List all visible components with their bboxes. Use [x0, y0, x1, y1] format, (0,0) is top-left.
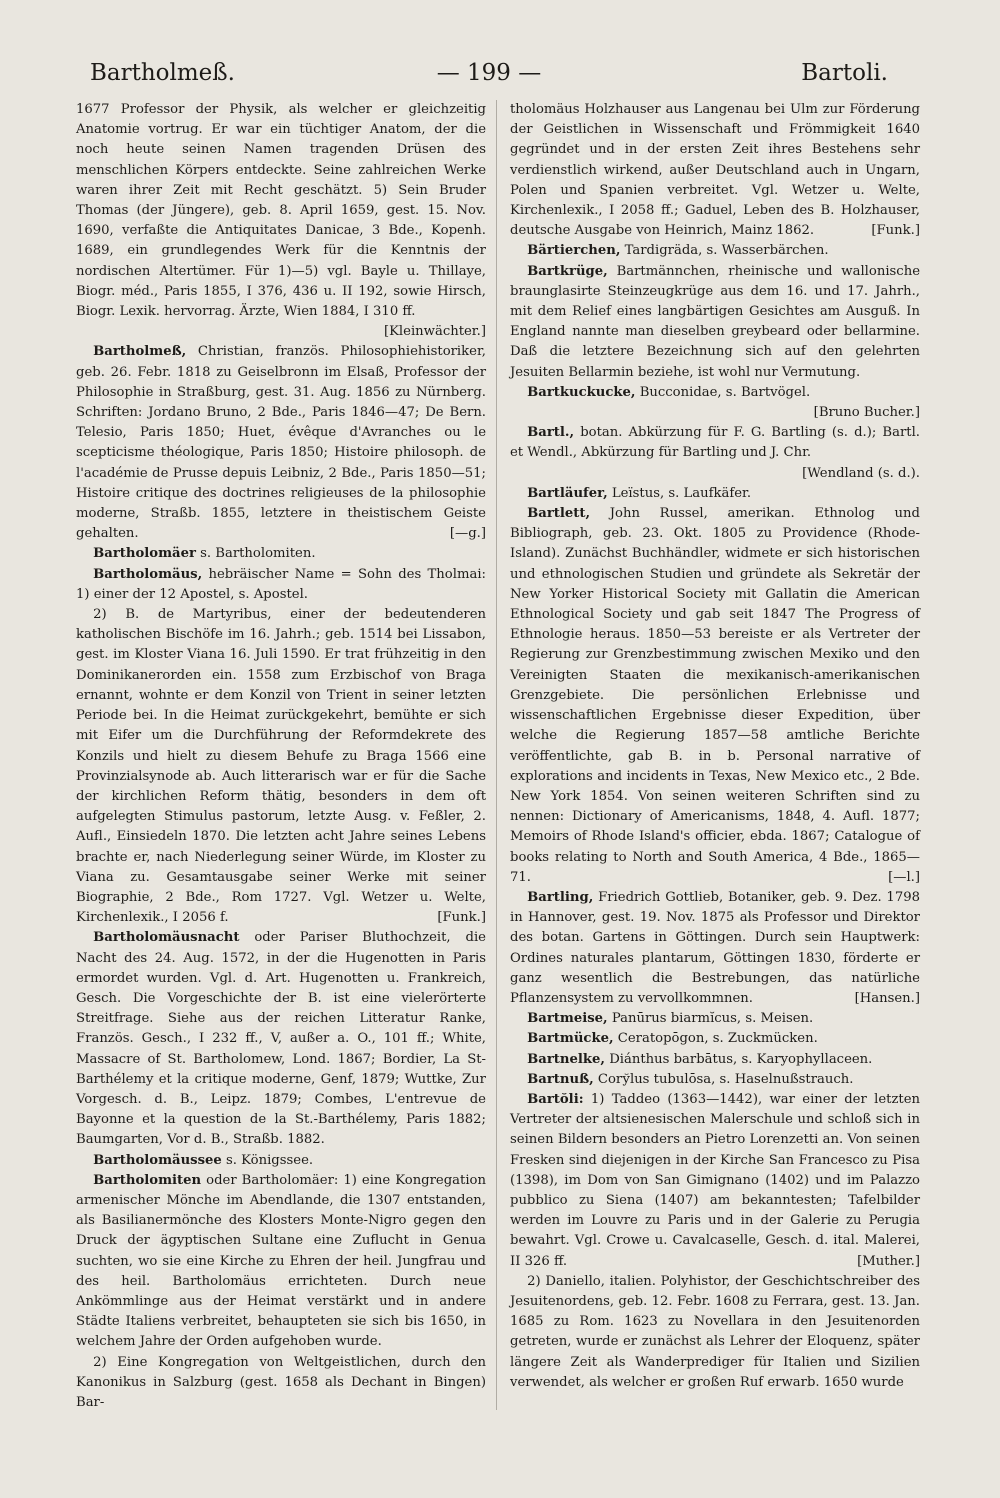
author-signature: [Bruno Bucher.] — [813, 405, 920, 421]
author-signature: [Funk.] — [871, 223, 920, 239]
entry-text: 1677 Professor der Physik, als welcher er gleichzeitig Anatomie vortrug. Er war ein tüchtiger Anatom, der die noch heute seinen Namen tragenden Drüsen des menschlichen Körpers entdeckte. Seine zahlreichen Werke waren ihrer Zeit mit Recht geschätzt. 5) Sein Bruder Thomas (der Jüngere), geb. 8. April 1659, gest. 15. Nov. 1690, verfaßte die Antiquitates Danicae, 3 Bde., Kopenh. 1689, ein grundlegendes Werk für die Kenntnis der nordischen Altertümer. Für 1)—5) vgl. Bayle u. Thillaye, Biogr. méd., Paris 1855, I 376, 436 u. II 192, sowie Hirsch, Biogr. Lexik. hervorrag. Ärzte, Wien 1884, I 310 ff. — [76, 102, 486, 320]
dictionary-entry — [510, 484, 920, 504]
entry-text: Bartmännchen, rheinische und wallonische braunglasirte Steinzeugkrüge aus dem 16. und 17. Jahrh., mit dem Relief eines langbärtigen Gesichtes am Ausguß. In England nannte man dieselben greybeard oder bellarmine. Daß die letztere Bezeichnung sich auf den gelehrten Jesuiten Bellarmin beziehe, ist wohl nur Vermutung. — [510, 263, 920, 380]
entry-text: tholomäus Holzhauser aus Langenau bei Ulm zur Förderung der Geistlichen in Wissenschaft und Frömmigkeit 1640 gegründet und in der ersten Zeit ihres Bestehens sehr verdienstlich wirkend, außer Deutschland auch in Ungarn, Polen und Spanien verbreitet. Vgl. Wetzer u. Welte, Kirchenlexik., I 2058 ff.; Gaduel, Leben des B. Holzhauser, deutsche Ausgabe von Heinrich, Mainz 1862. — [510, 102, 920, 239]
entry-headword: Bartholomäer — [93, 546, 196, 562]
entry-text: Corўlus tubulōsa, s. Haselnußstrauch. — [593, 1071, 854, 1087]
entry-paragraph — [76, 1353, 486, 1414]
entry-headword: Bartholomäusnacht — [93, 930, 240, 946]
author-signature: [Wendland (s. d.). — [802, 465, 920, 481]
entry-headword: Bartläufer, — [527, 485, 608, 501]
entry-headword: Bartholomäussee — [93, 1152, 222, 1168]
dictionary-entry — [510, 1050, 920, 1070]
author-signature: [Hansen.] — [854, 990, 920, 1006]
entry-paragraph — [76, 605, 486, 928]
author-signature: [—g.] — [449, 526, 486, 542]
entry-headword: Bartkrüge, — [527, 263, 608, 279]
entry-headword: Bartholmeß, — [93, 344, 187, 360]
entry-text: 1) Taddeo (1363—1442), war einer der letzten Vertreter der altsienesischen Malerschule und schloß sich in seinen Bildern besonders an Pietro Lorenzetti an. Von seinen Fresken sind diejenigen in der Kirche San Francesco zu Pisa (1398), im Dom von San Gimignano (1402) und im Palazzo pubblico zu Siena (1407) am bekanntesten; Tafelbilder werden im Louvre zu Paris und in der Galerie zu Perugia bewahrt. Vgl. Crowe u. Cavalcaselle, Gesch. d. ital. Malerei, II 326 ff. — [510, 1091, 920, 1269]
left-column — [76, 100, 486, 1413]
entry-headword: Bartlett, — [527, 506, 591, 522]
entry-paragraph — [510, 1272, 920, 1393]
entry-text: botan. Abkürzung für F. G. Bartling (s. d.); Bartl. et Wendl., Abkürzung für Bartling und J. Chr. — [510, 425, 920, 461]
entry-text: oder Pariser Bluthochzeit, die Nacht des 24. Aug. 1572, in der die Hugenotten in Paris ermordet wurden. Vgl. d. Art. Hugenotten u. Frankreich, Gesch. Die Vorgeschichte der B. ist eine vielerörterte Streitfrage. Siehe aus der reichen Litteratur Ranke, Französ. Gesch., I 232 ff., V, außer a. O., 101 ff.; White, Massacre of St. Bartholomew, Lond. 1867; Bordier, La St-Barthélemy et la critique moderne, Genf, 1879; Wuttke, Zur Vorgesch. d. B., Leipz. 1879; Combes, L'entrevue de Bayonne et la question de la St.-Barthélemy, Paris 1882; Baumgarten, Vor d. B., Straßb. 1882. — [76, 930, 486, 1148]
right-column — [510, 100, 920, 1393]
dictionary-entry — [76, 565, 486, 605]
dictionary-entry — [510, 423, 920, 484]
author-signature: [Funk.] — [437, 910, 486, 926]
entry-headword: Bartŏli: — [527, 1091, 584, 1107]
entry-headword: Bartkuckucke, — [527, 384, 636, 400]
dictionary-entry — [510, 262, 920, 383]
entry-text: Bucconidae, s. Bartvögel. — [635, 384, 811, 400]
entry-text: Diánthus barbātus, s. Karyophyllaceen. — [605, 1051, 873, 1067]
dictionary-entry — [510, 1090, 920, 1272]
entry-text: Leïstus, s. Laufkäfer. — [607, 485, 752, 501]
column-divider — [496, 100, 497, 1410]
author-signature: [Kleinwächter.] — [383, 324, 486, 340]
author-signature: [Muther.] — [857, 1253, 920, 1269]
entry-text: s. Königssee. — [221, 1152, 314, 1168]
entry-text: hebräischer Name = Sohn des Tholmai: 1) einer der 12 Apostel, s. Apostel. — [76, 566, 486, 602]
entry-text: Friedrich Gottlieb, Botaniker, geb. 9. Dez. 1798 in Hannover, gest. 19. Nov. 1875 als Professor und Direktor des botan. Gartens in Göttingen. Durch sein Hauptwerk: Ordines naturales plantarum, Göttingen 1830, förderte er ganz wesentlich die Bestrebungen, das natürliche Pflanzensystem zu vervollkommnen. — [510, 889, 920, 1006]
entry-text: Tardigräda, s. Wasserbärchen. — [620, 243, 829, 259]
dictionary-entry — [76, 544, 486, 564]
author-signature: [—l.] — [888, 869, 920, 885]
continued-paragraph — [76, 100, 486, 342]
dictionary-entry — [76, 928, 486, 1150]
entry-headword: Bartl., — [527, 425, 575, 441]
dictionary-entry — [76, 1171, 486, 1353]
dictionary-entry — [510, 1070, 920, 1090]
entry-text: Panūrus biarmĭcus, s. Meisen. — [607, 1011, 814, 1027]
entry-headword: Bartnelke, — [527, 1051, 605, 1067]
entry-headword: Bartnuß, — [527, 1071, 594, 1087]
header-right-keyword: Bartoli. — [801, 60, 888, 86]
entry-text: 2) B. de Martyribus, einer der bedeutenderen katholischen Bischöfe im 16. Jahrh.; geb. 1514 bei Lissabon, gest. im Kloster Viana 16. Juli 1590. Er trat frühzeitig in den Dominikanerorden ein. 1558 zum Erzbischof von Braga ernannt, wohnte er dem Konzil von Trient in seiner letzten Periode bei. In die Heimat zurückgekehrt, bemühte er sich mit Eifer um die Durchführung der Reformdekrete des Konzils und hielt zu diesem Behufe zu Braga 1566 eine Provinzialsynode ab. Auch litterarisch war er für die Sache der kirchlichen Reform thätig, besonders in dem oft aufgelegten Stimulus pastorum, letzte Ausg. v. Feßler, 2. Aufl., Einsiedeln 1870. Die letzten acht Jahre seines Lebens brachte er, nach Niederlegung seiner Würde, im Kloster zu Viana zu. Gesamtausgabe seiner Werke mit seiner Biographie, 2 Bde., Rom 1727. Vgl. Wetzer u. Welte, Kirchenlexik., I 2056 f. — [76, 607, 486, 926]
dictionary-entry — [510, 241, 920, 261]
dictionary-entry — [510, 504, 920, 888]
dictionary-entry — [510, 1009, 920, 1029]
entry-text: Christian, französ. Philosophiehistoriker, geb. 26. Febr. 1818 zu Geiselbronn im Elsaß, Professor der Philosophie in Straßburg, gest. 31. Aug. 1856 zu Nürnberg. Schriften: Jordano Bruno, 2 Bde., Paris 1846—47; De Bern. Telesio, Paris 1850; Huet, évêque d'Avranches ou le scepticisme théologique, Paris 1850; Histoire philosoph. de l'académie de Prusse depuis Leibniz, 2 Bde., Paris 1850—51; Histoire critique des doctrines religieuses de la philosophie moderne, Straßb. 1855, letztere in theistischem Geiste gehalten. — [76, 344, 486, 542]
entry-headword: Bartling, — [527, 889, 594, 905]
entry-text: oder Bartholomäer: 1) eine Kongregation armenischer Mönche im Abendlande, die 1307 entstanden, als Basilianermönche des Klosters Monte-Nigro gegen den Druck der ägyptischen Sultane eine Zuflucht in Genua suchten, wo sie eine Kirche zu Ehren der heil. Jungfrau und des heil. Bartholomäus errichteten. Durch neue Ankömmlinge aus der Heimat verstärkt und in andere Städte Italiens verbreitet, behaupteten sie sich bis 1650, in welchem Jahre der Orden aufgehoben wurde. — [76, 1172, 486, 1350]
header-left-keyword: Bartholmeß. — [90, 60, 235, 86]
entry-headword: Bartmeise, — [527, 1011, 608, 1027]
entry-text: s. Bartholomiten. — [195, 546, 316, 562]
entry-headword: Bartholomäus, — [93, 566, 203, 582]
page-header — [90, 58, 888, 92]
entry-text: 2) Eine Kongregation von Weltgeistlichen, durch den Kanonikus in Salzburg (gest. 1658 als Dechant in Bingen) Bar- — [76, 1354, 486, 1410]
entry-text: John Russel, amerikan. Ethnolog und Bibliograph, geb. 23. Okt. 1805 zu Providence (Rhode-Island). Zunächst Buchhändler, widmete er sich historischen und ethnologischen Studien und gründete als Sekretär der New Yorker Historical Society mit Gallatin die American Ethnological Society und gab seit 1847 The Progress of Ethnologie heraus. 1850—53 bereiste er als Vertreter der Regierung zur Grenzbestimmung zwischen Mexiko und den Vereinigten Staaten die mexikanisch-amerikanischen Grenzgebiete. Die persönlichen Erlebnisse und wissenschaftlichen Ergebnisse dieser Expedition, über welche die Regierung 1857—58 amtliche Berichte veröffentlichte, gab B. in b. Personal narrative of explorations and incidents in Texas, New Mexico etc., 2 Bde. New York 1854. Von seinen weiteren Schriften sind zu nennen: Dictionary of Americanisms, 1848, 4. Aufl. 1877; Memoirs of Rhode Island's officier, ebda. 1867; Catalogue of books relating to North and South America, 4 Bde., 1865—71. — [510, 506, 920, 885]
page-number: — 199 — — [436, 60, 542, 86]
dictionary-entry — [510, 1029, 920, 1049]
entry-headword: Bärtierchen, — [527, 243, 621, 259]
dictionary-entry — [76, 1151, 486, 1171]
entry-text: 2) Daniello, italien. Polyhistor, der Geschichtschreiber des Jesuitenordens, geb. 12. Febr. 1608 zu Ferrara, gest. 13. Jan. 1685 zu Rom. 1623 zu Novellara in den Jesuitenorden getreten, wurde er zunächst als Lehrer der Eloquenz, später längere Zeit als Wanderprediger für Italien und Sizilien verwendet, als welcher er großen Ruf erwarb. 1650 wurde — [510, 1273, 920, 1390]
dictionary-entry — [76, 342, 486, 544]
continued-paragraph — [510, 100, 920, 241]
dictionary-entry — [510, 383, 920, 423]
entry-text: Ceratopōgon, s. Zuckmücken. — [613, 1031, 818, 1047]
entry-headword: Bartholomiten — [93, 1172, 202, 1188]
dictionary-entry — [510, 888, 920, 1009]
entry-headword: Bartmücke, — [527, 1031, 614, 1047]
